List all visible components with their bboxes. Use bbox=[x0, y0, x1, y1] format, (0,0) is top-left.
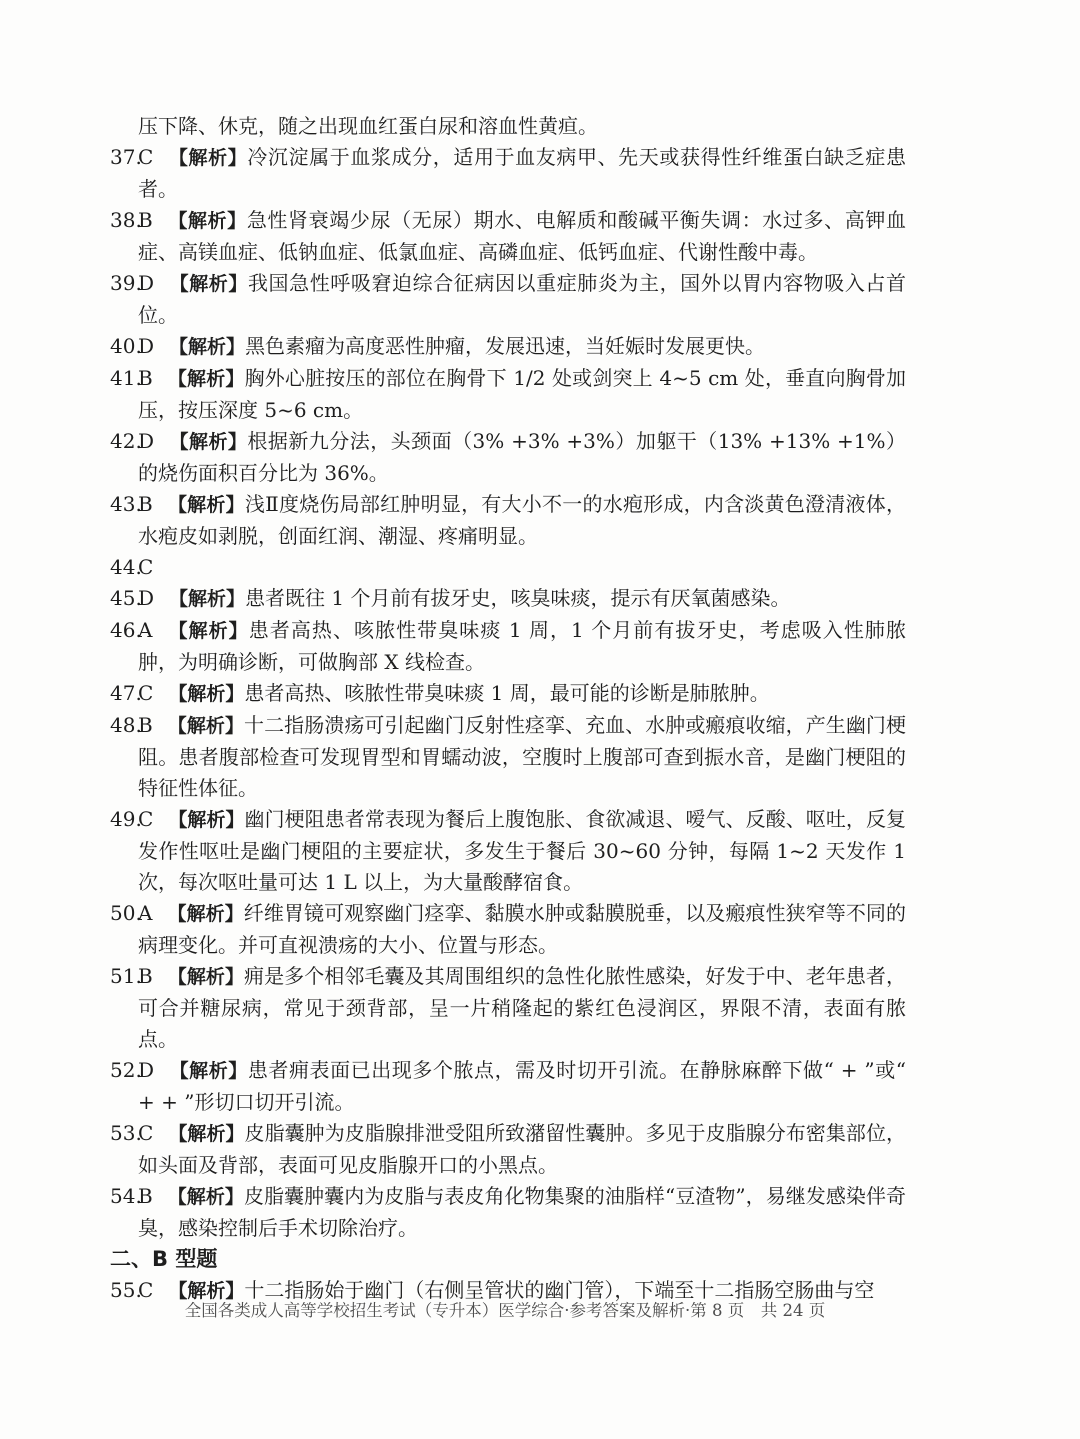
answer-letter: B bbox=[138, 366, 153, 390]
explanation-text: 急性肾衰竭少尿（无尿）期水、电解质和酸碱平衡失调：水过多、高钾血症、高镁血症、低钠血症、低氯血症、高磷血症、低钙血症、代谢性酸中毒。 bbox=[138, 208, 906, 264]
explanation-text: 皮脂囊肿囊内为皮脂与表皮角化物集聚的油脂样“豆渣物”，易继发感染伴奇臭，感染控制后手术切除治疗。 bbox=[138, 1184, 906, 1240]
explanation-text: 纤维胃镜可观察幽门痉挛、黏膜水肿或黏膜脱垂，以及瘢痕性狭窄等不同的病理变化。并可直视溃疡的大小、位置与形态。 bbox=[138, 901, 906, 957]
question-number: 40. bbox=[110, 334, 142, 358]
answer-item bbox=[110, 1055, 906, 1118]
question-number: 38. bbox=[110, 208, 142, 232]
answer-item bbox=[110, 363, 906, 426]
question-number: 50. bbox=[110, 901, 142, 925]
answer-letter: C bbox=[138, 1121, 154, 1145]
analysis-tag: 【解析】 bbox=[169, 336, 246, 358]
answer-letter: B bbox=[138, 713, 153, 737]
continuation-text: 压下降、休克，随之出现血红蛋白尿和溶血性黄疸。 bbox=[138, 114, 598, 138]
answer-item bbox=[110, 205, 906, 268]
answer-letter: B bbox=[138, 208, 153, 232]
question-number: 55. bbox=[110, 1278, 142, 1302]
answer-letter: A bbox=[138, 618, 153, 642]
explanation-text: 胸外心脏按压的部位在胸骨下 1/2 处或剑突上 4~5 cm 处，垂直向胸骨加压，按压深度 5~6 cm。 bbox=[138, 366, 906, 422]
answer-letter: B bbox=[138, 964, 153, 988]
question-number: 43. bbox=[110, 492, 142, 516]
answer-item bbox=[110, 710, 906, 804]
answer-letter: C bbox=[138, 681, 154, 705]
answer-item bbox=[110, 804, 906, 898]
answer-item bbox=[110, 898, 906, 961]
answer-letter: C bbox=[138, 1278, 154, 1302]
question-number: 54. bbox=[110, 1184, 142, 1208]
answer-letter: B bbox=[138, 1184, 153, 1208]
answer-item bbox=[110, 615, 906, 678]
question-number: 41. bbox=[110, 366, 142, 390]
explanation-text: 浅Ⅱ度烧伤局部红肿明显，有大小不一的水疱形成，内含淡黄色澄清液体，水疱皮如剥脱，创面红润、潮湿、疼痛明显。 bbox=[138, 492, 906, 548]
question-number: 52. bbox=[110, 1058, 142, 1082]
answer-letter: C bbox=[138, 555, 154, 579]
explanation-text: 我国急性呼吸窘迫综合征病因以重症肺炎为主，国外以胃内容物吸入占首位。 bbox=[138, 271, 906, 327]
answer-item bbox=[110, 142, 906, 205]
explanation-text: 十二指肠溃疡可引起幽门反射性痉挛、充血、水肿或瘢痕收缩，产生幽门梗阻。患者腹部检查可发现胃型和胃蠕动波，空腹时上腹部可查到振水音，是幽门梗阻的特征性体征。 bbox=[138, 713, 906, 800]
explanation-text: 根据新九分法，头颈面（3% +3% +3%）加躯干（13% +13% +1%）的烧伤面积百分比为 36%。 bbox=[138, 429, 906, 485]
answer-letter: C bbox=[138, 807, 154, 831]
answer-item bbox=[110, 552, 906, 583]
explanation-text: 患者既往 1 个月前有拔牙史，咳臭味痰，提示有厌氧菌感染。 bbox=[245, 586, 791, 610]
answer-letter: A bbox=[138, 901, 153, 925]
answer-letter: B bbox=[138, 492, 153, 516]
answer-letter: D bbox=[138, 334, 155, 358]
analysis-tag: 【解析】 bbox=[168, 147, 248, 169]
question-number: 51. bbox=[110, 964, 142, 988]
question-number: 46. bbox=[110, 618, 142, 642]
analysis-tag: 【解析】 bbox=[167, 620, 249, 642]
analysis-tag: 【解析】 bbox=[169, 273, 248, 295]
analysis-tag: 【解析】 bbox=[169, 1060, 248, 1082]
question-number: 49. bbox=[110, 807, 142, 831]
answer-item bbox=[110, 489, 906, 552]
analysis-tag: 【解析】 bbox=[167, 715, 245, 737]
analysis-tag: 【解析】 bbox=[169, 588, 246, 610]
answer-item bbox=[110, 268, 906, 331]
analysis-tag: 【解析】 bbox=[167, 903, 244, 925]
question-number: 53. bbox=[110, 1121, 142, 1145]
page-footer bbox=[100, 1299, 910, 1323]
explanation-text: 冷沉淀属于血浆成分，适用于血友病甲、先天或获得性纤维蛋白缺乏症患者。 bbox=[138, 145, 906, 201]
question-number: 47. bbox=[110, 681, 142, 705]
explanation-text: 患者痈表面已出现多个脓点，需及时切开引流。在静脉麻醉下做“ + ”或“ + + ”形切口切开引流。 bbox=[138, 1058, 906, 1114]
analysis-tag: 【解析】 bbox=[167, 966, 245, 988]
answer-sheet-content bbox=[110, 111, 906, 1307]
explanation-text: 十二指肠始于幽门（右侧呈管状的幽门管），下端至十二指肠空肠曲与空 bbox=[244, 1278, 875, 1302]
answer-letter: C bbox=[138, 145, 154, 169]
explanation-text: 患者高热、咳脓性带臭味痰 1 周，最可能的诊断是肺脓肿。 bbox=[244, 681, 770, 705]
answer-item bbox=[110, 1118, 906, 1181]
answer-item bbox=[110, 961, 906, 1055]
analysis-tag: 【解析】 bbox=[168, 809, 245, 831]
explanation-text: 痈是多个相邻毛囊及其周围组织的急性化脓性感染，好发于中、老年患者，可合并糖尿病，常见于颈背部，呈一片稍隆起的紫红色浸润区，界限不清，表面有脓点。 bbox=[138, 964, 906, 1051]
explanation-text: 幽门梗阻患者常表现为餐后上腹饱胀、食欲减退、嗳气、反酸、呕吐，反复发作性呕吐是幽门梗阻的主要症状，多发生于餐后 30~60 分钟，每隔 1~2 天发作 1 次，每次呕吐量可达 1 L 以上，为大量酸酵宿食。 bbox=[138, 807, 906, 894]
analysis-tag: 【解析】 bbox=[167, 494, 245, 516]
analysis-tag: 【解析】 bbox=[169, 431, 248, 453]
analysis-tag: 【解析】 bbox=[167, 1186, 244, 1208]
answer-item bbox=[110, 1181, 906, 1244]
explanation-text: 黑色素瘤为高度恶性肿瘤，发展迅速，当妊娠时发展更快。 bbox=[245, 334, 766, 358]
question-number: 39. bbox=[110, 271, 142, 295]
explanation-text: 皮脂囊肿为皮脂腺排泄受阻所致潴留性囊肿。多见于皮脂腺分布密集部位，如头面及背部，表面可见皮脂腺开口的小黑点。 bbox=[138, 1121, 906, 1177]
section-header: 二、B 型题 bbox=[110, 1247, 218, 1271]
answer-item bbox=[110, 583, 906, 615]
explanation-text: 患者高热、咳脓性带臭味痰 1 周，1 个月前有拔牙史，考虑吸入性肺脓肿，为明确诊断，可做胸部 X 线检查。 bbox=[138, 618, 906, 674]
analysis-tag: 【解析】 bbox=[168, 683, 245, 705]
analysis-tag: 【解析】 bbox=[168, 1280, 245, 1302]
question-number: 48. bbox=[110, 713, 142, 737]
answer-item bbox=[110, 331, 906, 363]
footer-text: 全国各类成人高等学校招生考试（专升本）医学综合·参考答案及解析·第 8 页 共 24 页 bbox=[184, 1301, 826, 1320]
question-number: 45. bbox=[110, 586, 142, 610]
analysis-tag: 【解析】 bbox=[168, 1123, 245, 1145]
answer-item bbox=[110, 426, 906, 489]
analysis-tag: 【解析】 bbox=[167, 210, 247, 232]
question-number: 37. bbox=[110, 145, 142, 169]
answer-items-list bbox=[110, 142, 906, 1307]
answer-letter: D bbox=[138, 586, 155, 610]
analysis-tag: 【解析】 bbox=[167, 368, 245, 390]
answer-letter: D bbox=[138, 429, 155, 453]
answer-letter: D bbox=[138, 271, 155, 295]
question-number: 42. bbox=[110, 429, 142, 453]
question-number: 44. bbox=[110, 555, 142, 579]
answer-item bbox=[110, 678, 906, 710]
answer-letter: D bbox=[138, 1058, 155, 1082]
